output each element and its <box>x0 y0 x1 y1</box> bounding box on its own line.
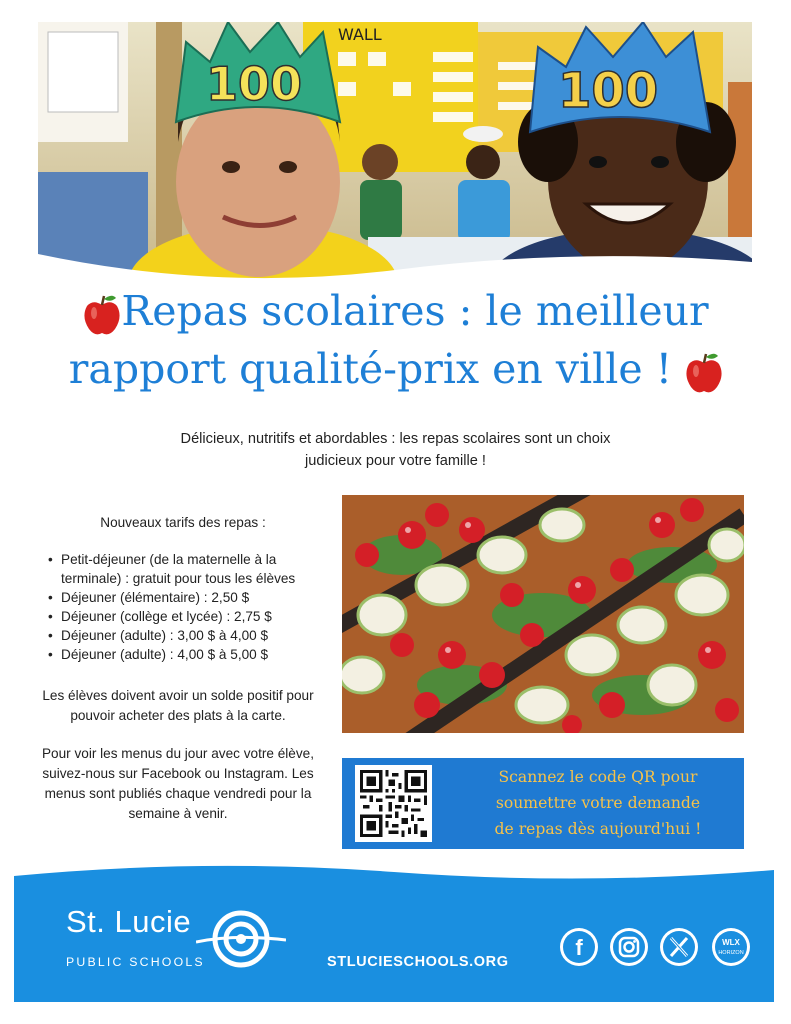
apple-icon <box>83 293 121 337</box>
list-item: • Déjeuner (élémentaire) : 2,50 $ <box>48 588 318 607</box>
svg-text:f: f <box>575 935 583 960</box>
menus-note: Pour voir les menus du jour avec votre élève, suivez-nous sur Facebook ou Instagram. Les menus sont publiés chaque vendredi pour la semaine à venir. <box>41 746 314 821</box>
qr-instructions <box>468 764 728 842</box>
wlx-horizon-icon[interactable] <box>712 928 750 966</box>
list-item: • Petit-déjeuner (de la maternelle à la terminale) : gratuit pour tous les élèves <box>48 550 318 588</box>
rates-list <box>38 550 318 664</box>
title-line-1-text: Repas scolaires : le meilleur <box>121 287 709 335</box>
balance-note: Les élèves doivent avoir un solde positif pour pouvoir acheter des plats à la carte. <box>42 688 314 723</box>
footer-banner <box>14 862 774 1002</box>
subtitle-line-1: Délicieux, nutritifs et abordables : les repas scolaires sont un choix <box>180 431 611 447</box>
list-item: • Déjeuner (adulte) : 4,00 $ à 5,00 $ <box>48 645 318 664</box>
title-line-2-text: rapport qualité-prix en ville ! <box>68 345 673 393</box>
svg-text:WLX: WLX <box>722 938 740 947</box>
website-link[interactable]: STLUCIESCHOOLS.ORG <box>327 954 509 970</box>
brand-name: St. Lucie <box>66 904 192 939</box>
qr-line-2: soumettre votre demande <box>495 794 701 812</box>
salad-photo-image <box>342 495 744 733</box>
svg-text:HORIZON: HORIZON <box>718 950 744 956</box>
title-line-2 <box>40 340 752 398</box>
apple-icon <box>685 349 723 397</box>
crown-100-right: 100 <box>558 63 659 119</box>
list-item: • Déjeuner (collège et lycée) : 2,75 $ <box>48 607 318 626</box>
page-title <box>40 282 752 398</box>
hero-photo <box>38 22 752 284</box>
salad-bar-photo <box>342 495 744 733</box>
list-item: • Déjeuner (adulte) : 3,00 $ à 4,00 $ <box>48 626 318 645</box>
wall-sign-text: WALL <box>338 25 382 44</box>
qr-code-icon[interactable] <box>355 765 432 842</box>
brand-subtitle: PUBLIC SCHOOLS <box>66 955 205 969</box>
qr-line-1: Scannez le code QR pour <box>498 768 698 786</box>
title-line-1 <box>40 282 752 340</box>
subtitle <box>120 428 671 472</box>
children-wearing-100-day-crowns-photo <box>38 22 752 284</box>
qr-callout <box>342 758 744 849</box>
rates-heading: Nouveaux tarifs des repas : <box>100 515 266 530</box>
crown-100-left: 100 <box>206 57 303 111</box>
x-icon[interactable] <box>660 928 698 966</box>
instagram-icon[interactable] <box>610 928 648 966</box>
district-logo-icon <box>196 904 286 974</box>
qr-line-3: de repas dès aujourd'hui ! <box>494 820 702 838</box>
subtitle-line-2: judicieux pour votre famille ! <box>305 453 486 469</box>
facebook-icon[interactable] <box>560 928 598 966</box>
meal-info-column <box>38 515 318 824</box>
